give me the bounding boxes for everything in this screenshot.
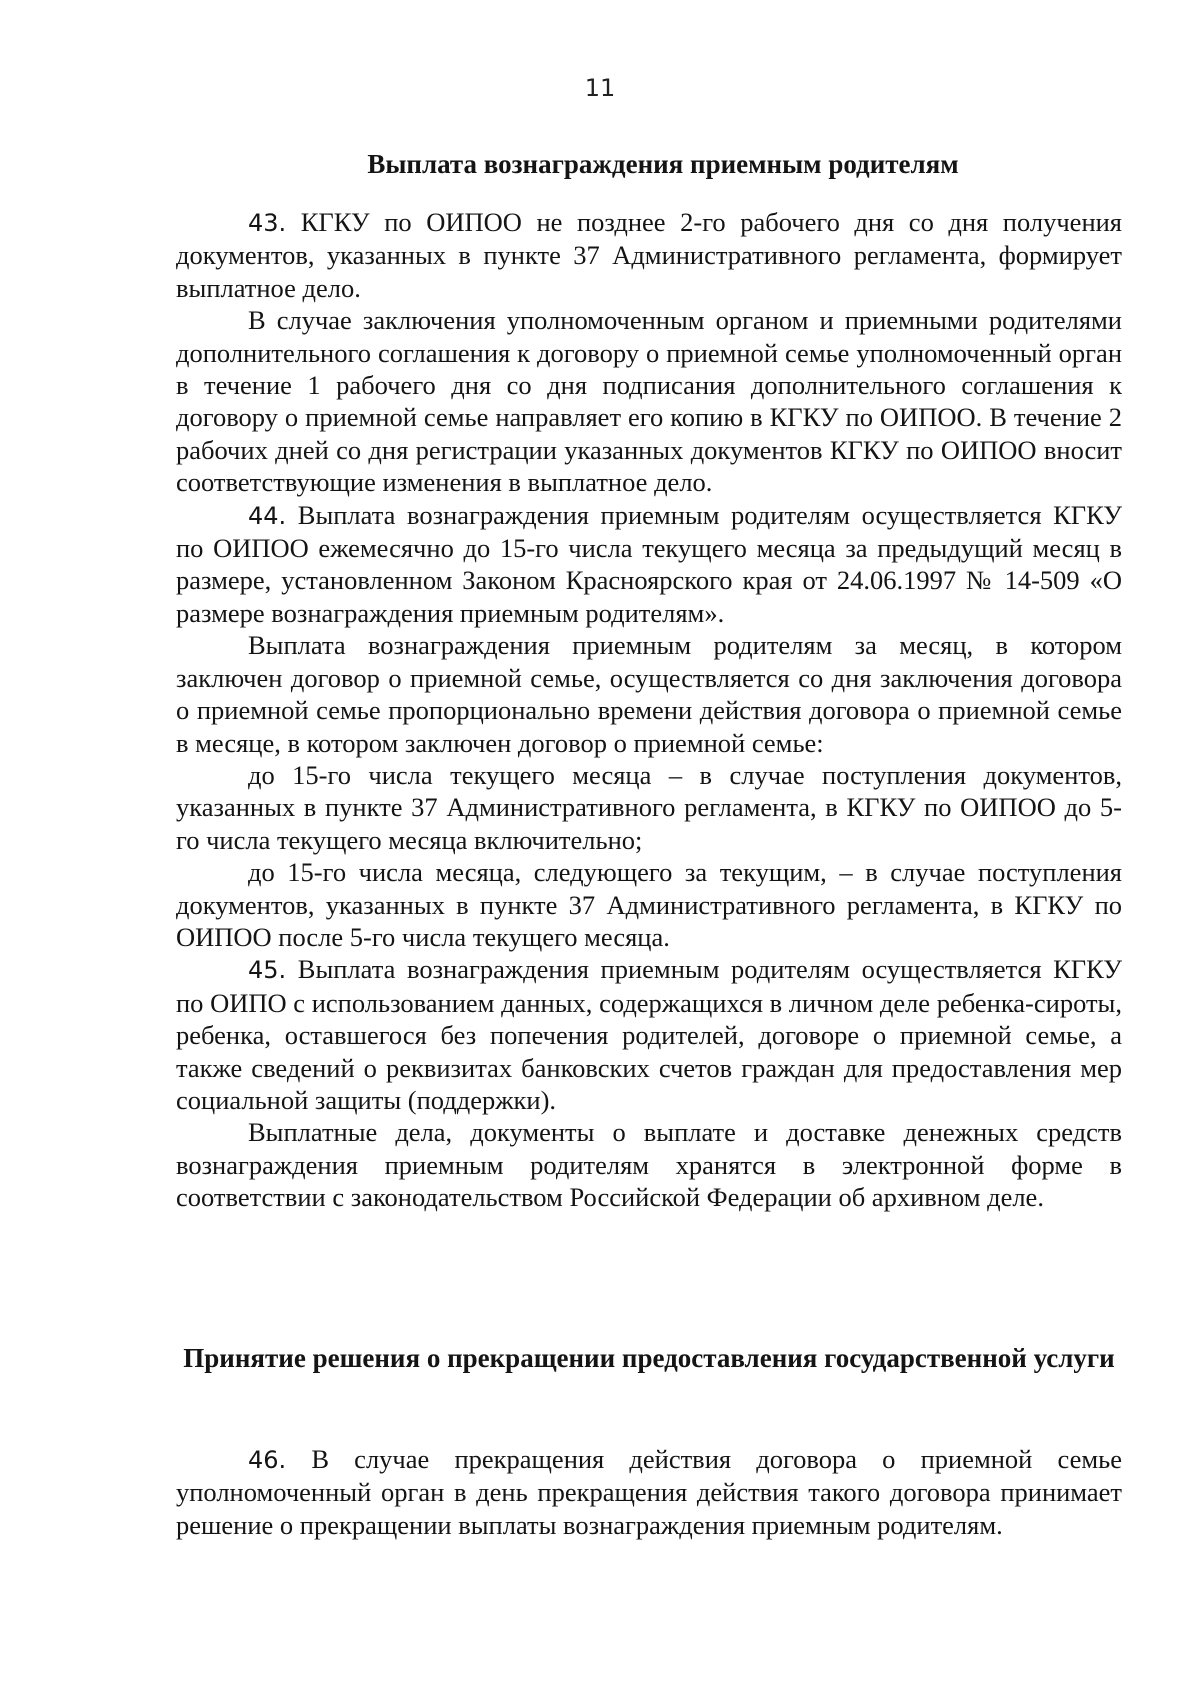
paragraph: [176, 953, 1122, 1116]
paragraph-text: КГКУ по ОИПОО не позднее 2-го рабочего дня со дня получения документов, указанных в пункте 37 Административного регламента, формирует выплатное дело.: [176, 207, 1122, 303]
paragraph: [176, 629, 1122, 759]
paragraph-number: 45.: [248, 956, 287, 985]
paragraph-text: Выплата вознаграждения приемным родителям осуществляется КГКУ по ОИПОО ежемесячно до 15-го числа текущего месяца за предыдущий месяц в размере, установленном Законом Красноярского края от 24.06.1997 № 14-509 «О размере вознаграждения приемным родителям».: [176, 499, 1122, 628]
paragraph-number: 43.: [248, 209, 287, 237]
section-heading-termination: Принятие решения о прекращении предоставления государственной услуги: [183, 1343, 1115, 1373]
paragraph-number: 44.: [248, 501, 287, 530]
page-number: 11: [584, 74, 616, 102]
paragraph-text: В случае прекращения действия договора о приемной семье уполномоченный орган в день прекращения действия такого договора принимает решение о прекращении выплаты вознаграждения приемным родителям.: [176, 1444, 1122, 1540]
paragraph: [176, 499, 1122, 630]
paragraph: [176, 1116, 1122, 1213]
section-body-termination: [176, 1443, 1122, 1541]
paragraph: [176, 856, 1122, 953]
section-body-payment: [176, 206, 1122, 1214]
section-heading-payment: Выплата вознаграждения приемным родителям: [367, 149, 959, 179]
paragraph: [176, 1443, 1122, 1541]
paragraph-text: Выплата вознаграждения приемным родителям за месяц, в котором заключен договор о приемной семье, осуществляется со дня заключения договора о приемной семье пропорционально времени действия договора о приемной семье в месяце, в котором заключен договор о приемной семье:: [176, 630, 1122, 758]
paragraph-text: В случае заключения уполномоченным органом и приемными родителями дополнительного соглашения к договору о приемной семье уполномоченный орган в течение 1 рабочего дня со дня подписания дополнительного соглашения к договору о приемной семье направляет его копию в КГКУ по ОИПОО. В течение 2 рабочих дней со дня регистрации указанных документов КГКУ по ОИПОО вносит соответствующие изменения в выплатное дело.: [176, 305, 1122, 498]
paragraph-text: Выплата вознаграждения приемным родителям осуществляется КГКУ по ОИПО с использованием данных, содержащихся в личном деле ребенка-сироты, ребенка, оставшегося без попечения родителей, договоре о приемной семье, а также сведений о реквизитах банковских счетов граждан для предоставления мер социальной защиты (поддержки).: [176, 954, 1122, 1115]
paragraph-text: Выплатные дела, документы о выплате и доставке денежных средств вознаграждения приемным родителям хранятся в электронной форме в соответствии с законодательством Российской Федерации об архивном деле.: [176, 1117, 1122, 1213]
paragraph-text: до 15-го числа месяца, следующего за текущим, – в случае поступления документов, указанных в пункте 37 Административного регламента, в КГКУ по ОИПОО после 5-го числа текущего месяца.: [176, 857, 1122, 952]
paragraph-text: до 15-го числа текущего месяца – в случае поступления документов, указанных в пункте 37 Административного регламента, в КГКУ по ОИПОО до 5-го числа текущего месяца включительно;: [176, 759, 1122, 855]
paragraph: [176, 206, 1122, 304]
paragraph: [176, 304, 1122, 498]
paragraph-number: 46.: [248, 1446, 287, 1474]
paragraph: [176, 759, 1122, 856]
